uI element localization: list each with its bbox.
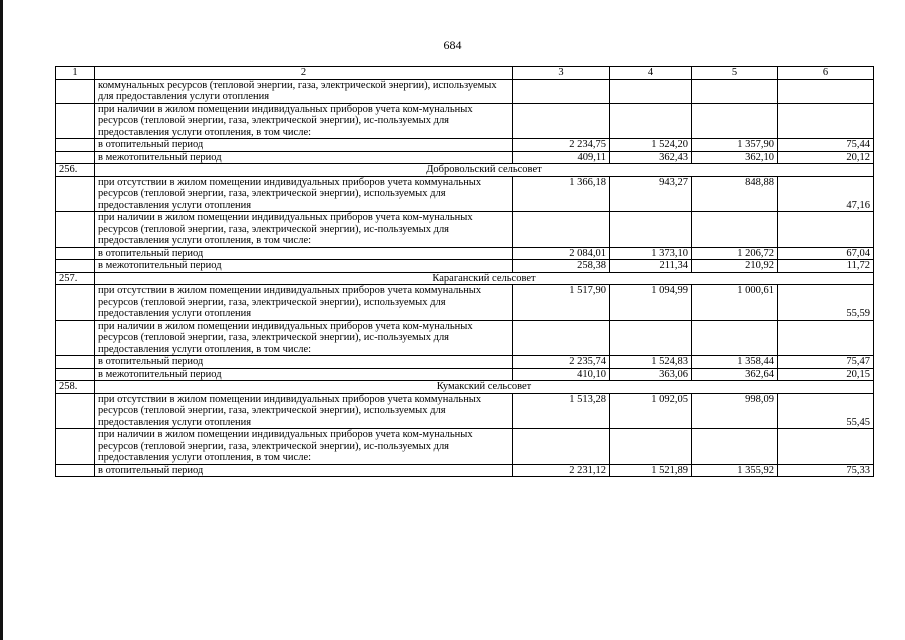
value-cell: 67,04 (778, 247, 874, 260)
value-cell (513, 212, 610, 248)
row-number-cell (56, 247, 95, 260)
row-description: в межотопительный период (95, 368, 513, 381)
section-row (56, 272, 874, 285)
section-number: 257. (56, 272, 95, 285)
value-cell: 410,10 (513, 368, 610, 381)
value-cell (513, 79, 610, 103)
row-description: при отсутствии в жилом помещении индивидуальных приборов учета коммунальных ресурсов (тепловой энергии, газа, электрической энергии), используемых для предоставления услуги отопления (95, 393, 513, 429)
value-cell: 75,47 (778, 356, 874, 369)
row-number-cell (56, 79, 95, 103)
section-title: Добровольский сельсовет (95, 164, 874, 177)
row-description: в межотопительный период (95, 151, 513, 164)
row-number-cell (56, 393, 95, 429)
value-cell (778, 320, 874, 356)
table-row (56, 247, 874, 260)
page-number: 684 (443, 38, 462, 52)
value-cell (692, 79, 778, 103)
row-description: при наличии в жилом помещении индивидуальных приборов учета ком-мунальных ресурсов (тепловой энергии, газа, электрической энергии), ис-пользуемых для предоставления услуги отопления, в том числе: (95, 429, 513, 465)
row-number-cell (56, 103, 95, 139)
section-title: Кумакский сельсовет (95, 381, 874, 394)
value-cell: 2 235,74 (513, 356, 610, 369)
row-description: при наличии в жилом помещении индивидуальных приборов учета ком-мунальных ресурсов (тепловой энергии, газа, электрической энергии), ис-пользуемых для предоставления услуги отопления, в том числе: (95, 103, 513, 139)
section-number: 256. (56, 164, 95, 177)
value-cell: 1 524,83 (610, 356, 692, 369)
row-description: коммунальных ресурсов (тепловой энергии, газа, электрической энергии), используемых для предоставления услуги отопления (95, 79, 513, 103)
table-row (56, 429, 874, 465)
value-cell: 2 231,12 (513, 464, 610, 477)
value-cell: 1 524,20 (610, 139, 692, 152)
value-cell: 362,43 (610, 151, 692, 164)
row-number-cell (56, 176, 95, 212)
section-row (56, 164, 874, 177)
value-cell (692, 103, 778, 139)
value-cell: 1 517,90 (513, 285, 610, 321)
table-row (56, 212, 874, 248)
value-cell (610, 103, 692, 139)
table-row (56, 176, 874, 212)
value-cell (513, 429, 610, 465)
row-number-cell (56, 260, 95, 273)
table-row (56, 260, 874, 273)
value-cell: 47,16 (778, 176, 874, 212)
value-cell: 1 000,61 (692, 285, 778, 321)
value-cell: 55,59 (778, 285, 874, 321)
header-row (56, 67, 874, 80)
value-cell: 409,11 (513, 151, 610, 164)
value-cell (692, 320, 778, 356)
value-cell: 55,45 (778, 393, 874, 429)
row-number-cell (56, 151, 95, 164)
tariff-table (55, 66, 874, 477)
value-cell (610, 212, 692, 248)
value-cell: 363,06 (610, 368, 692, 381)
value-cell: 362,64 (692, 368, 778, 381)
value-cell: 998,09 (692, 393, 778, 429)
row-number-cell (56, 429, 95, 465)
table-row (56, 103, 874, 139)
section-title: Караганский сельсовет (95, 272, 874, 285)
value-cell: 75,44 (778, 139, 874, 152)
value-cell (513, 320, 610, 356)
row-description: при отсутствии в жилом помещении индивидуальных приборов учета коммунальных ресурсов (тепловой энергии, газа, электрической энергии), используемых для предоставления услуги отопления (95, 176, 513, 212)
row-description: в отопительный период (95, 464, 513, 477)
value-cell: 1 513,28 (513, 393, 610, 429)
header-cell: 3 (513, 67, 610, 80)
value-cell (778, 429, 874, 465)
value-cell: 211,34 (610, 260, 692, 273)
value-cell: 1 373,10 (610, 247, 692, 260)
value-cell: 362,10 (692, 151, 778, 164)
value-cell: 2 234,75 (513, 139, 610, 152)
row-number-cell (56, 139, 95, 152)
value-cell: 20,15 (778, 368, 874, 381)
row-number-cell (56, 285, 95, 321)
header-cell: 5 (692, 67, 778, 80)
value-cell: 943,27 (610, 176, 692, 212)
value-cell: 258,38 (513, 260, 610, 273)
value-cell: 1 366,18 (513, 176, 610, 212)
header-cell: 4 (610, 67, 692, 80)
value-cell: 1 358,44 (692, 356, 778, 369)
table-row (56, 393, 874, 429)
value-cell (610, 320, 692, 356)
row-description: в отопительный период (95, 139, 513, 152)
header-cell: 6 (778, 67, 874, 80)
value-cell (778, 79, 874, 103)
row-description: при отсутствии в жилом помещении индивидуальных приборов учета коммунальных ресурсов (тепловой энергии, газа, электрической энергии), используемых для предоставления услуги отопления (95, 285, 513, 321)
section-row (56, 381, 874, 394)
table-row (56, 356, 874, 369)
value-cell: 1 092,05 (610, 393, 692, 429)
value-cell: 848,88 (692, 176, 778, 212)
value-cell: 20,12 (778, 151, 874, 164)
row-number-cell (56, 212, 95, 248)
row-number-cell (56, 320, 95, 356)
table-row (56, 139, 874, 152)
row-description: в отопительный период (95, 247, 513, 260)
value-cell: 2 084,01 (513, 247, 610, 260)
section-number: 258. (56, 381, 95, 394)
value-cell: 210,92 (692, 260, 778, 273)
value-cell (692, 429, 778, 465)
value-cell (513, 103, 610, 139)
value-cell: 75,33 (778, 464, 874, 477)
value-cell (778, 212, 874, 248)
row-number-cell (56, 464, 95, 477)
table-row (56, 464, 874, 477)
value-cell (610, 79, 692, 103)
row-number-cell (56, 356, 95, 369)
value-cell: 1 521,89 (610, 464, 692, 477)
row-description: при наличии в жилом помещении индивидуальных приборов учета ком-мунальных ресурсов (тепловой энергии, газа, электрической энергии), ис-пользуемых для предоставления услуги отопления, в том числе: (95, 320, 513, 356)
value-cell: 1 357,90 (692, 139, 778, 152)
table-row (56, 320, 874, 356)
table-row (56, 151, 874, 164)
row-number-cell (56, 368, 95, 381)
header-cell: 2 (95, 67, 513, 80)
value-cell (692, 212, 778, 248)
row-description: в отопительный период (95, 356, 513, 369)
value-cell: 1 355,92 (692, 464, 778, 477)
row-description: в межотопительный период (95, 260, 513, 273)
table-row (56, 285, 874, 321)
header-cell: 1 (56, 67, 95, 80)
value-cell: 11,72 (778, 260, 874, 273)
value-cell (778, 103, 874, 139)
value-cell: 1 206,72 (692, 247, 778, 260)
row-description: при наличии в жилом помещении индивидуальных приборов учета ком-мунальных ресурсов (тепловой энергии, газа, электрической энергии), ис-пользуемых для предоставления услуги отопления, в том числе: (95, 212, 513, 248)
table-row (56, 79, 874, 103)
value-cell: 1 094,99 (610, 285, 692, 321)
table-row (56, 368, 874, 381)
page-edge-bar (0, 0, 3, 640)
value-cell (610, 429, 692, 465)
